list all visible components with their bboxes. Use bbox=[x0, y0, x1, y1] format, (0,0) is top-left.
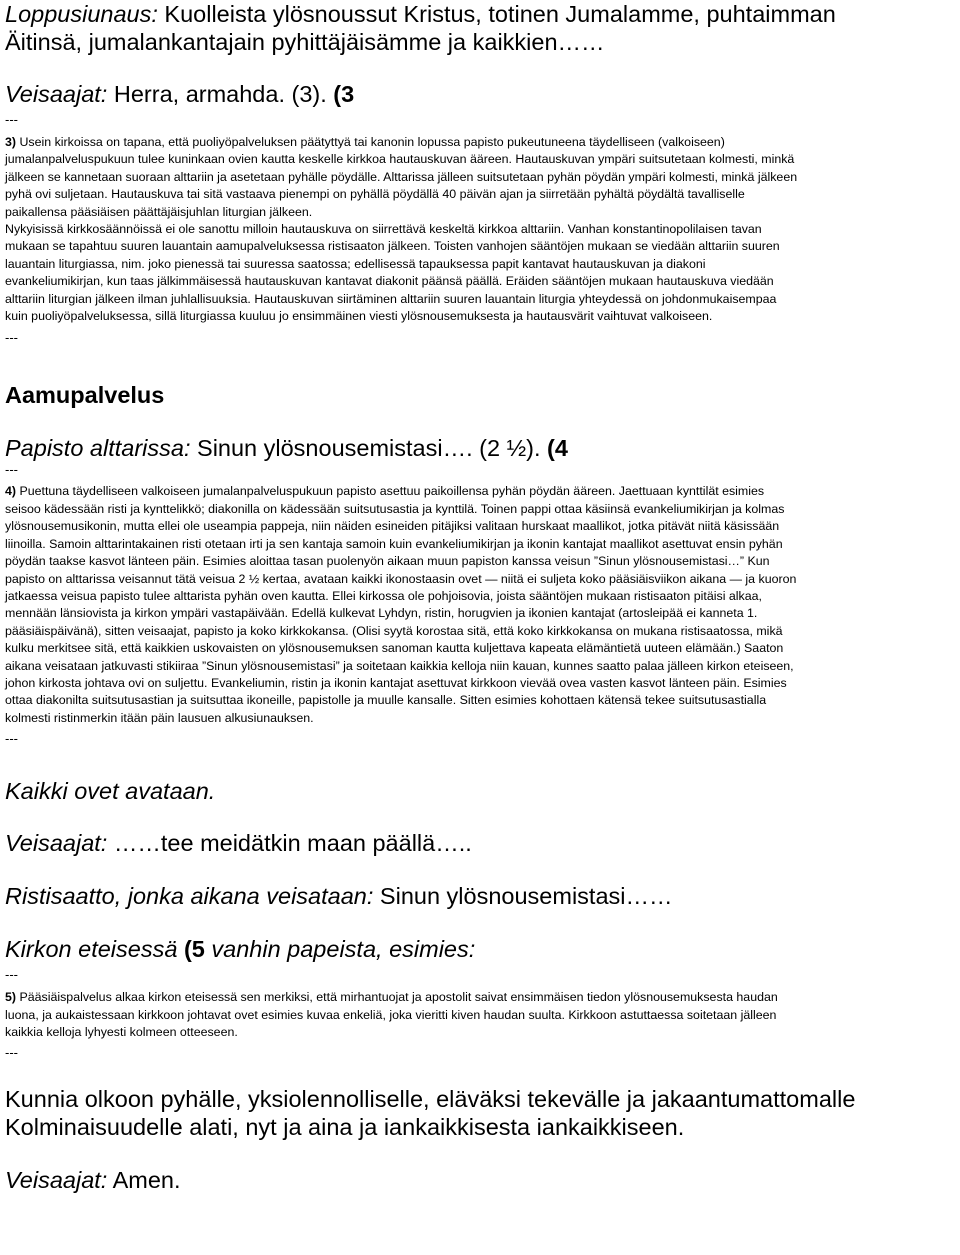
footnote-4-line: Puettuna täydelliseen valkoiseen jumalanpalveluspukuun papisto asettuu paikoillensa pyhän pöydän ääreen. Jaettuaan kynttilät esimies bbox=[16, 484, 765, 499]
footnote-4-line: kolmesti ristinmerkin itään päin lausuen alkusiunauksen. bbox=[5, 710, 314, 725]
footnote-3-line: Usein kirkoissa on tapana, että puoliyöpalveluksen päätyttyä tai kanonin lopussa papisto pukeutuneena täydelliseen (valkoiseen) bbox=[16, 135, 725, 149]
footnote-5-number: 5) bbox=[5, 990, 17, 1005]
ristisaatto-label: Ristisaatto, jonka aikana veisataan: bbox=[5, 883, 374, 910]
veisaajat-text-1: Herra, armahda. (3). bbox=[107, 81, 334, 107]
footnote-4-line: papisto on alttarissa veisannut tätä veisua 2 ½ kertaa, avataan kaikki ikonostaasin ovet — niitä ei suljeta koko pääsiäisviikon aikana — ja kuoron bbox=[5, 571, 797, 586]
veisaajat-text-3: Amen. bbox=[107, 1167, 181, 1194]
loppusiunaus-line1 bbox=[5, 0, 955, 28]
veisaajat-line-3 bbox=[5, 1166, 955, 1194]
footnote-5-line: Pääsiäispalvelus alkaa kirkon eteisessä sen merkiksi, että mirhantuojat ja apostolit saivat ensimmäisen tiedon ylösnousemuksesta haudan bbox=[16, 990, 778, 1005]
footnote-3-line: mukaan se tapahtuu suuren lauantain aamupalveluksessa ristisaaton jälkeen. Toisten vanhojen sääntöjen mukaan se viedään alttariin suuren bbox=[5, 239, 780, 254]
kunnia-line1: Kunnia olkoon pyhälle, yksiolennolliselle, eläväksi tekevälle ja jakaantumattomalle bbox=[5, 1086, 856, 1113]
loppusiunaus-text1: Kuolleista ylösnoussut Kristus, totinen Jumalamme, puhtaimman bbox=[157, 1, 836, 27]
footnote-4-line: pääsiäispäivänä), sitten veisaajat, papisto ja koko kirkkokansa. (Olisi syytä korostaa sitä, että koko kirkkokansa on mukana ristisaatossa, mikä bbox=[5, 623, 783, 638]
kirkon-eteisessa-label: Kirkon eteisessä bbox=[5, 936, 178, 963]
section-heading-aamupalvelus: Aamupalvelus bbox=[5, 382, 165, 409]
kaikki-ovet-line bbox=[5, 777, 955, 805]
footnote-3-line: pyhä ovi suljetaan. Hautauskuva tai sitä vastaava pienempi on pyhällä pöydällä 40 päivän ajan ja siirretään pyhältä pöydältä tavalliselle bbox=[5, 187, 745, 202]
footnote-3 bbox=[5, 134, 955, 325]
footnote-4-line: seisoo kädessään risti ja kynttelikkö; diakonilla on kädessään suitsutusastia ja kynttilä. Toinen pappi ottaa käsiinsä evankeliumikirjan ja kolmas bbox=[5, 501, 785, 516]
footnote-4 bbox=[5, 483, 955, 727]
papisto-line bbox=[5, 434, 955, 462]
footnote-3-line: paikallensa pääsiäisen päättäjäisjuhlan liturgian jälkeen. bbox=[5, 204, 313, 219]
loppusiunaus-label: Loppusiunaus: bbox=[5, 1, 158, 27]
footnote-ref-5: (5 bbox=[177, 936, 205, 963]
footnote-3-line: alttariin liturgian jälkeen ilman juhlallisuuksia. Hautauskuvan siirtäminen alttariin suuren lauantain liturgia yhteydessä on johdonmukaisempaa bbox=[5, 291, 777, 306]
footnote-4-number: 4) bbox=[5, 484, 17, 499]
footnote-4-line: pöydän taakse kasvot länteen päin. Esimies aloittaa tasan puolenyön aikaan muun papiston kanssa veisun ”Sinun ylösnousemistasi…” Kun bbox=[5, 554, 770, 569]
kaikki-ovet-text: Kaikki ovet avataan. bbox=[5, 778, 216, 805]
veisaajat-label-1: Veisaajat: bbox=[5, 81, 108, 107]
separator-3: --- bbox=[5, 462, 18, 478]
kirkon-eteisessa-line bbox=[5, 935, 955, 963]
ristisaatto-text: Sinun ylösnousemistasi…… bbox=[373, 883, 673, 910]
footnote-4-line: ylösnousemusikonin, mutta ellei ole useampia pappeja, niin näiden esineiden pitäjiksi valitaan hurskaat maallikot, jotka pitävät niitä käsissään bbox=[5, 519, 780, 534]
footnote-3-line: jumalanpalveluspukuun tulee kuninkaan ovien kautta keskelle kirkkoa hautauskuvan ääreen. Hautauskuvan ympäri suitsutetaan kolmesti, minkä bbox=[5, 152, 795, 167]
separator-1: --- bbox=[5, 112, 18, 127]
footnote-5 bbox=[5, 989, 955, 1041]
footnote-3-line: jälkeen se kannetaan suoraan alttariin ja asetetaan pyhälle pöydälle. Alttarissa jälleen suitsutetaan pyhän pöydän ympäri kolmesti, minkä jälkeen bbox=[5, 169, 798, 184]
footnote-4-line: mennään länsiovista ja kirkon ympäri vastapäivään. Edellä kulkevat Lyhdyn, ristin, horugvien ja ikonien kantajat (artosleipää ei kanneta 1. bbox=[5, 606, 758, 621]
document-page bbox=[5, 0, 955, 1194]
veisaajat-label-2: Veisaajat: bbox=[5, 830, 108, 857]
footnote-4-line: aikana veisataan jatkuvasti stikiiraa ”Sinun ylösnousemistasi” ja soitetaan kaikkia kelloja niin kauan, kunnes saatto palaa jälleen kirkon eteiseen, bbox=[5, 658, 794, 673]
footnote-3-number: 3) bbox=[5, 135, 17, 149]
kirkon-eteisessa-tail: vanhin papeista, esimies: bbox=[204, 936, 476, 963]
separator-4: --- bbox=[5, 731, 18, 747]
papisto-text: Sinun ylösnousemistasi…. (2 ½). bbox=[190, 435, 548, 462]
footnote-3-line: lauantain liturgiassa, nim. joko pienessä tai suuressa saatossa; edellisessä tapauksessa papit kantavat hautauskuvan ja diakoni bbox=[5, 256, 706, 271]
footnote-4-line: jatkaessa veisua papisto tulee alttarista pyhän oven kautta. Ellei kirkossa ole pohjoisovia, joista sääntöjen mukaan ristisaaton pitäisi alkaa, bbox=[5, 588, 762, 603]
separator-5: --- bbox=[5, 967, 18, 983]
footnote-4-line: johon kirkosta johtava ovi on suljettu. Evankeliumin, ristin ja ikonin kantajat asettuvat kirkkoon vievää ovea vasten kasvot länteen päin. Esimies bbox=[5, 675, 787, 690]
footnote-4-line: ottaa diakonilta suitsutusastian ja suitsuttaa ikoneille, papistolle ja muulle kansalle. Sitten esimies kohottaen kätensä tekee suitsutusastialla bbox=[5, 693, 767, 708]
papisto-label: Papisto alttarissa: bbox=[5, 435, 191, 462]
footnote-4-line: liinoilla. Samoin alttarintakainen risti otetaan irti ja sen kantaja samoin kuin evankeliumikirjan ja ikonin kantajat maallikot asettuvat ensin pyhän bbox=[5, 536, 783, 551]
veisaajat-label-3: Veisaajat: bbox=[5, 1167, 108, 1194]
footnote-3-line: Nykyisissä kirkkosäännöissä ei ole sanottu milloin hautauskuva on siirrettävä keskeltä kirkkoa alttariin. Vanhan konstantinopolilaisen tavan bbox=[5, 222, 762, 237]
footnote-3-line: kuin puoliyöpalveluksessa, sillä liturgiassa kuuluu jo ensimmäinen viesti ylösnousemuksesta ja hautausvärit vaihtuvat valkoiseen. bbox=[5, 309, 713, 324]
veisaajat-text-2: ……tee meidätkin maan päällä….. bbox=[107, 830, 472, 857]
footnote-5-line: luona, ja aukaistessaan kirkkoon johtavat ovet esimies kuvaa enkeliä, joka vieritti kiven haudan suulta. Kirkkoon astuttaessa soitetaan jälleen bbox=[5, 1007, 777, 1022]
veisaajat-line-1 bbox=[5, 80, 955, 108]
footnote-4-line: kulku merkitsee sitä, että kaikkien uskovaisten on ylösnousemuksen sanoman kautta kuljettava kapeata elämäntietä uuteen elämään.) Saaton bbox=[5, 641, 784, 656]
separator-2: --- bbox=[5, 330, 18, 346]
separator-6: --- bbox=[5, 1045, 18, 1061]
ristisaatto-line bbox=[5, 882, 955, 910]
footnote-3-line: evankeliumikirjan, kun taas jälkimmäisessä hautauskuvan kantavat diakonit päänsä päällä. Eräiden sääntöjen mukaan hautauskuva viedään bbox=[5, 274, 774, 289]
loppusiunaus-line2: Äitinsä, jumalankantajain pyhittäjäisämme ja kaikkien…… bbox=[5, 29, 605, 55]
footnote-5-line: kaikkia kelloja lyhyesti kolmeen otteeseen. bbox=[5, 1024, 238, 1039]
footnote-ref-3: (3 bbox=[333, 81, 355, 107]
veisaajat-line-2 bbox=[5, 829, 955, 857]
kunnia-line2: Kolminaisuudelle alati, nyt ja aina ja iankaikkisesta iankaikkiseen. bbox=[5, 1114, 685, 1141]
footnote-ref-4: (4 bbox=[547, 435, 568, 462]
